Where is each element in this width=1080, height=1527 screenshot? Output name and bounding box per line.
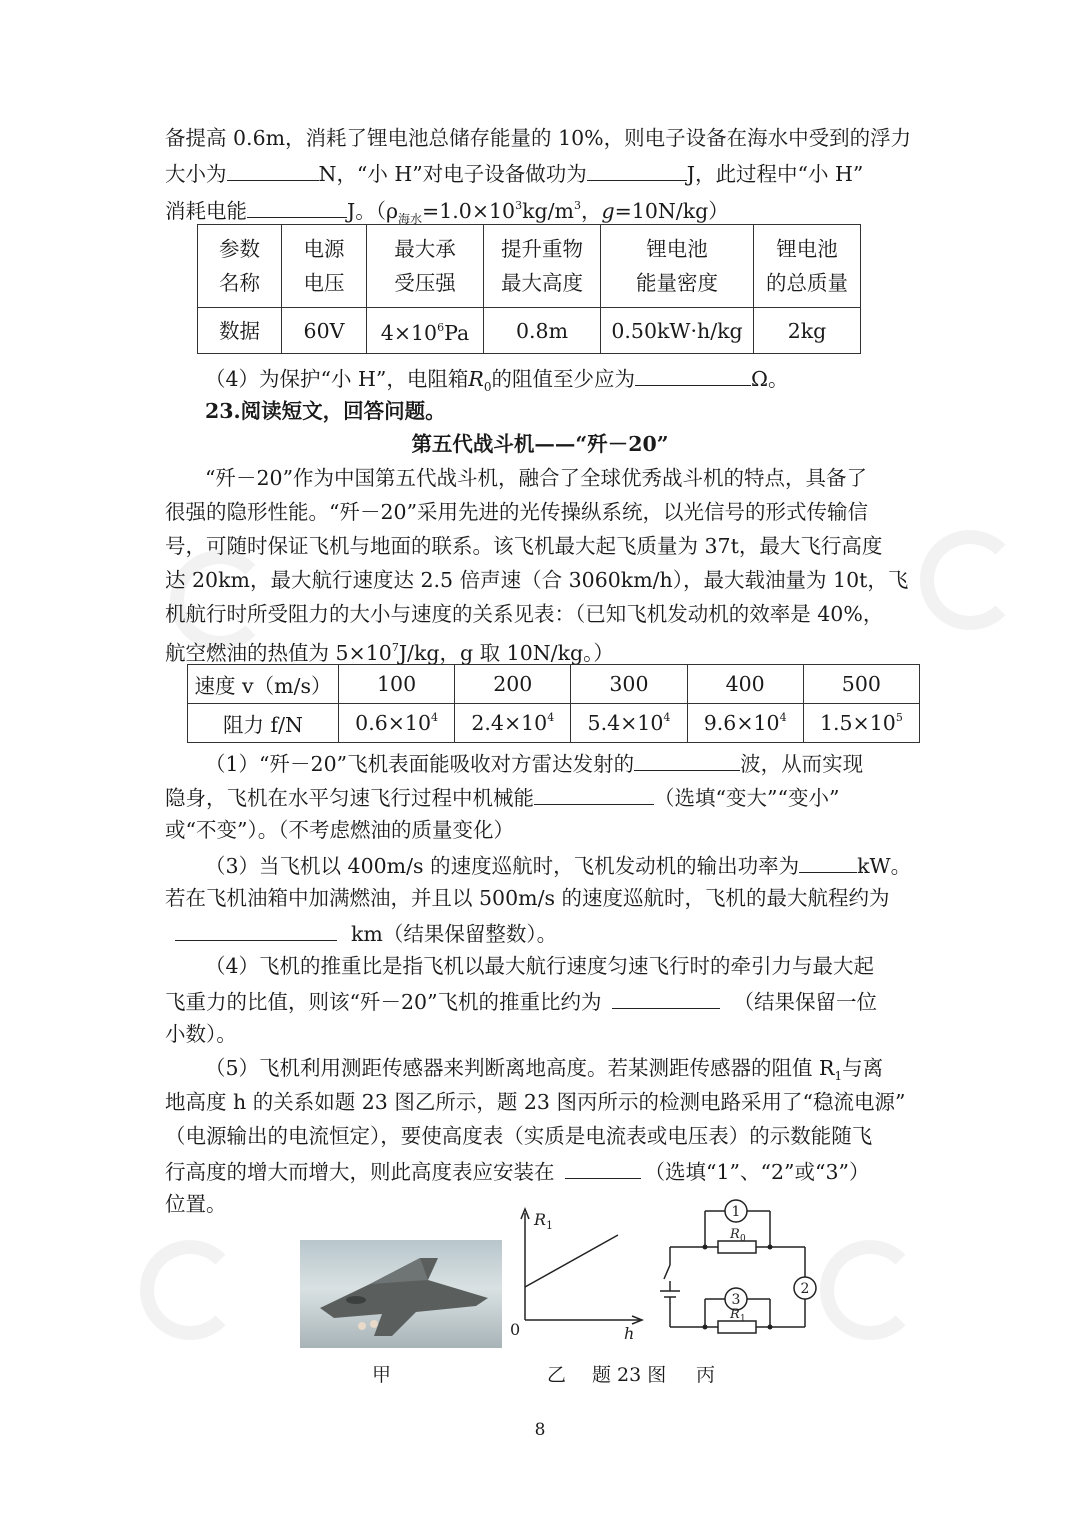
question-5: （电源输出的电流恒定），要使高度表（实质是电流表或电压表）的示数能随飞 (165, 1124, 873, 1148)
r0-subscript: 0 (740, 1234, 746, 1244)
figure-caption: 题 23 图 (592, 1364, 667, 1386)
answer-blank[interactable] (799, 850, 857, 873)
meter-1-label: 1 (731, 1204, 741, 1220)
question-4b: 小数）。 (165, 1022, 237, 1046)
text-line: 消耗电能 J。（$\rho_{海水}=1.0\times 10^3kg/m^3$，g=10N/kg） (165, 192, 920, 233)
table-cell: $4\times 10^6Pa$ (367, 308, 484, 354)
table-cell: 0.50kW·h/kg (601, 308, 754, 354)
answer-blank[interactable] (565, 1156, 641, 1179)
answer-blank[interactable] (175, 918, 337, 941)
table-header-cell: 锂电池 的总质量 (754, 225, 861, 308)
table-header-cell: 最大承 受压强 (367, 225, 484, 308)
question-5: 行高度的增大而增大，则此高度表应安装在 （选填“1”、“2”或“3”） (165, 1156, 920, 1186)
graph-origin: 0 (510, 1320, 521, 1339)
question-1: 或“不变”）。（不考虑燃油的质量变化） (165, 818, 514, 842)
fighter-jet-photo (300, 1240, 502, 1348)
r1-subscript: 1 (740, 1314, 746, 1324)
graph-line (525, 1235, 618, 1287)
article-line: 机航行时所受阻力的大小与速度的关系见表：（已知飞机发动机的效率是 40%， (165, 602, 884, 626)
question-1: 隐身，飞机在水平匀速飞行过程中机械能 （选填“变大”“变小” (165, 782, 920, 812)
table-cell: 60V (282, 308, 367, 354)
answer-blank[interactable] (247, 195, 347, 218)
question-4: （4）为保护“小 H”，电阻箱$R_0$的阻值至少应为 Ω。 (205, 363, 920, 401)
graph-y-subscript: 1 (546, 1219, 553, 1232)
answer-blank[interactable] (612, 986, 720, 1009)
article-line: 号，可随时保证飞机与地面的联系。该飞机最大起飞质量为 37t，最大飞行高度 (165, 534, 883, 558)
table-cell: 0.8m (484, 308, 601, 354)
caption-bing: 丙 (696, 1364, 716, 1386)
table-header-cell: 阻力 f/N (188, 704, 339, 743)
question-1: （1）“歼－20”飞机表面能吸收对方雷达发射的 波，从而实现 (205, 748, 920, 778)
question-3: km（结果保留整数）。 (165, 918, 920, 948)
text-line: 备提高 0.6m，消耗了锂电池总储存能量的 10%，则电子设备在海水中受到的浮力 (165, 126, 912, 150)
watermark-logo (100, 1230, 280, 1350)
table-cell: $2.4\times 10^4$ (455, 704, 571, 743)
article-line: “歼－20”作为中国第五代战斗机，融合了全球优秀战斗机的特点，具备了 (205, 466, 868, 490)
r0-label: R (730, 1227, 740, 1242)
question-3: （3）当飞机以 400m/s 的速度巡航时，飞机发动机的输出功率为 kW。 (205, 850, 920, 880)
table-header-cell: 锂电池 能量密度 (601, 225, 754, 308)
answer-blank[interactable] (634, 748, 740, 771)
answer-blank[interactable] (635, 363, 751, 386)
detection-circuit (650, 1195, 830, 1345)
article-line: 达 20km，最大航行速度达 2.5 倍声速（合 3060km/h），最大载油量为 10t，飞 (165, 568, 909, 592)
meter-3-label: 3 (731, 1292, 741, 1308)
question-23-heading: 23.阅读短文，回答问题。 (205, 399, 446, 423)
article-title: 第五代战斗机——“歼－20” (411, 432, 669, 456)
article-line: 航空燃油的热值为 $5\times 10^7J/kg$，g 取 10N/kg。） (165, 641, 614, 665)
question-3: 若在飞机油箱中加满燃油，并且以 500m/s 的速度巡航时，飞机的最大航程约为 (165, 886, 890, 910)
question-5: 位置。 (165, 1192, 227, 1216)
text-line: 大小为 N，“小 H”对电子设备做功为 J，此过程中“小 H” (165, 158, 920, 188)
page-number: 8 (534, 1420, 546, 1440)
answer-blank[interactable] (227, 158, 319, 181)
resistance-height-graph (500, 1205, 650, 1345)
article-line: 很强的隐形性能。“歼－20”采用先进的光传操纵系统，以光信号的形式传输信 (165, 500, 869, 524)
question-5: （5）飞机利用测距传感器来判断离地高度。若某测距传感器的阻值 $R_1$与离 (205, 1056, 884, 1084)
table-cell: 400 (687, 665, 803, 704)
answer-blank[interactable] (534, 782, 654, 805)
graph-x-label: h (624, 1324, 635, 1343)
caption-jia: 甲 (372, 1364, 392, 1386)
question-5: 地高度 h 的关系如题 23 图乙所示，题 23 图丙所示的检测电路采用了“稳流电源” (165, 1090, 906, 1114)
caption-yi: 乙 (547, 1364, 567, 1386)
resistance-table (187, 664, 920, 743)
parameter-table (197, 224, 861, 354)
table-cell: $9.6\times 10^4$ (687, 704, 803, 743)
table-cell: 300 (571, 665, 687, 704)
r1-label: R (730, 1307, 740, 1322)
table-cell: 100 (339, 665, 455, 704)
table-cell: 500 (803, 665, 919, 704)
graph-y-label: R (534, 1210, 547, 1229)
meter-2-label: 2 (800, 1281, 810, 1297)
question-4b: 飞重力的比值，则该“歼－20”飞机的推重比约为 （结果保留一位 (165, 986, 920, 1016)
table-cell: 200 (455, 665, 571, 704)
table-cell: $0.6\times 10^4$ (339, 704, 455, 743)
table-header-cell: 速度 v（m/s） (188, 665, 339, 704)
table-cell: 数据 (198, 308, 282, 354)
answer-blank[interactable] (587, 158, 687, 181)
table-cell: $1.5\times 10^5$ (803, 704, 919, 743)
table-header-cell: 电源 电压 (282, 225, 367, 308)
table-cell: 2kg (754, 308, 861, 354)
table-header-cell: 提升重物 最大高度 (484, 225, 601, 308)
table-cell: $5.4\times 10^4$ (571, 704, 687, 743)
question-4b: （4）飞机的推重比是指飞机以最大航行速度匀速飞行时的牵引力与最大起 (205, 954, 875, 978)
table-header-cell: 参数 名称 (198, 225, 282, 308)
